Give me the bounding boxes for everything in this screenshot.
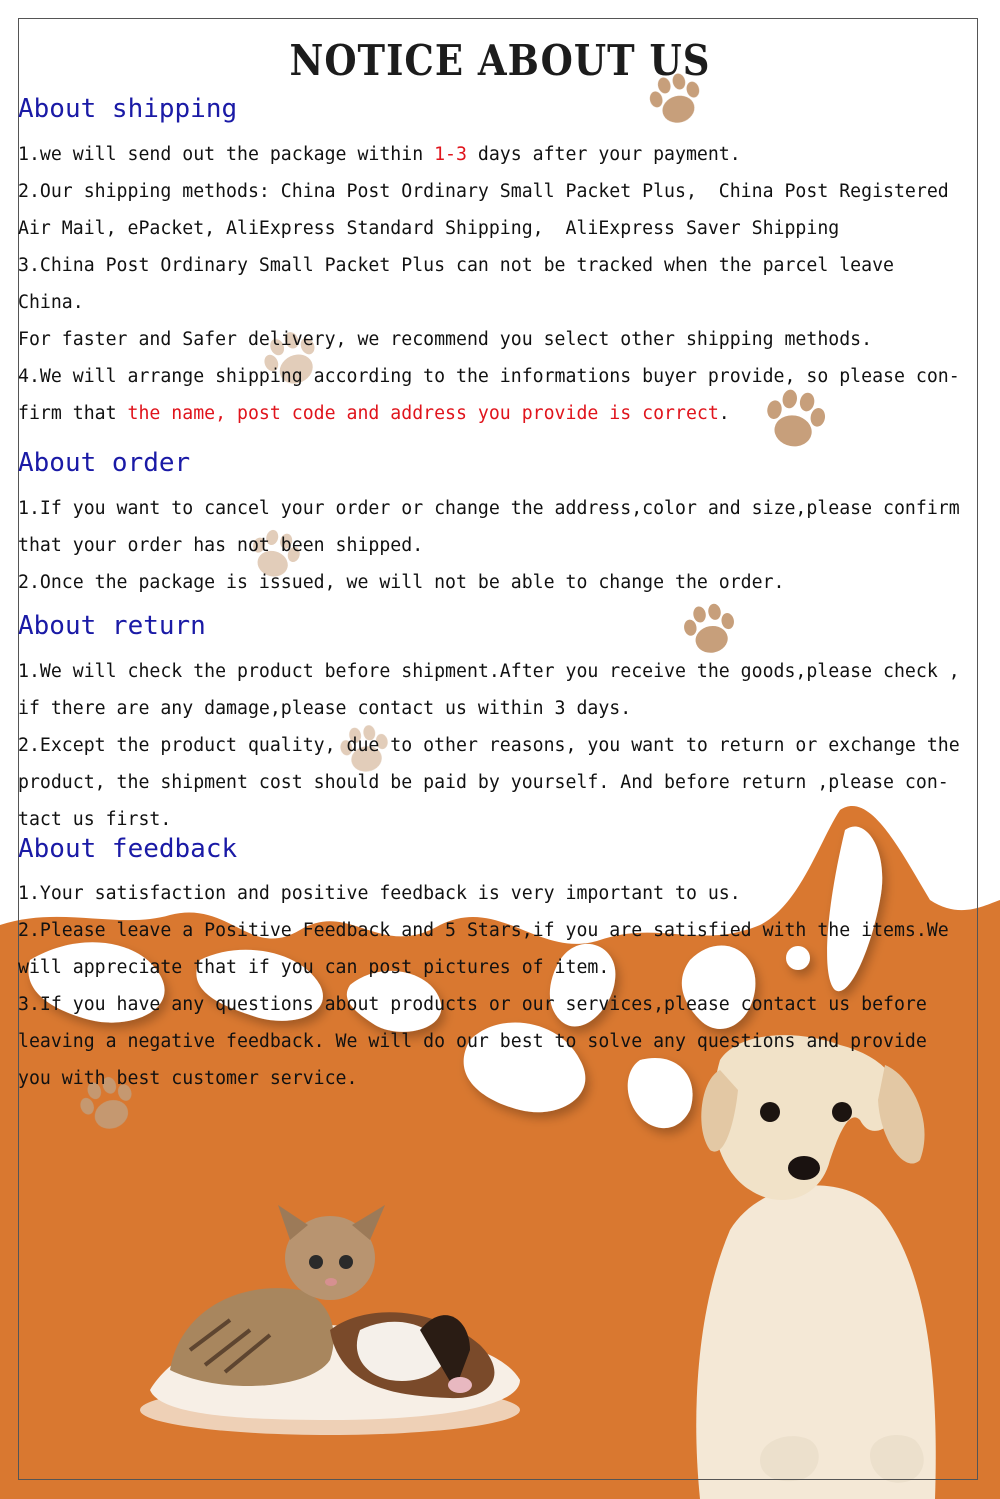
feedback-line: 2.Please leave a Positive Feedback and 5 Stars,if you are satisfied with the items.We	[18, 920, 949, 941]
return-line: product, the shipment cost should be paid by yourself. And before return ,please con-	[18, 772, 949, 793]
return-line: 2.Except the product quality, due to other reasons, you want to return or exchange the	[18, 735, 960, 756]
shipping-line: China.	[18, 292, 84, 313]
feedback-line: 1.Your satisfaction and positive feedback is very important to us.	[18, 883, 741, 904]
shipping-line: 1.we will send out the package within 1-3 days after your payment.	[18, 144, 741, 165]
return-line: tact us first.	[18, 809, 172, 830]
section-heading-order: About order	[18, 448, 191, 478]
shipping-line: 2.Our shipping methods: China Post Ordinary Small Packet Plus, China Post Registered	[18, 181, 949, 202]
feedback-line: leaving a negative feedback. We will do our best to solve any questions and provide	[18, 1031, 927, 1052]
shipping-line: 4.We will arrange shipping according to the informations buyer provide, so please con-	[18, 366, 960, 387]
order-line: that your order has not been shipped.	[18, 535, 424, 556]
section-heading-return: About return	[18, 611, 206, 641]
order-line: 2.Once the package is issued, we will not be able to change the order.	[18, 572, 785, 593]
return-line: if there are any damage,please contact us within 3 days.	[18, 698, 632, 719]
shipping-line: For faster and Safer delivery, we recommend you select other shipping methods.	[18, 329, 873, 350]
shipping-line: 3.China Post Ordinary Small Packet Plus can not be tracked when the parcel leave	[18, 255, 894, 276]
feedback-line: 3.If you have any questions about products or our services,please contact us before	[18, 994, 927, 1015]
page-title: NOTICE ABOUT US	[289, 34, 711, 86]
address-highlight: the name, post code and address you provide is correct	[127, 403, 719, 424]
section-heading-feedback: About feedback	[18, 834, 238, 864]
shipping-line: firm that the name, post code and address you provide is correct.	[18, 403, 730, 424]
return-line: 1.We will check the product before shipment.After you receive the goods,please check ,	[18, 661, 960, 682]
shipping-line: Air Mail, ePacket, AliExpress Standard Shipping, AliExpress Saver Shipping	[18, 218, 840, 239]
order-line: 1.If you want to cancel your order or change the address,color and size,please confirm	[18, 498, 960, 519]
section-heading-shipping: About shipping	[18, 94, 238, 124]
feedback-line: you with best customer service.	[18, 1068, 358, 1089]
feedback-line: will appreciate that if you can post pictures of item.	[18, 957, 610, 978]
days-highlight: 1-3	[434, 144, 467, 165]
